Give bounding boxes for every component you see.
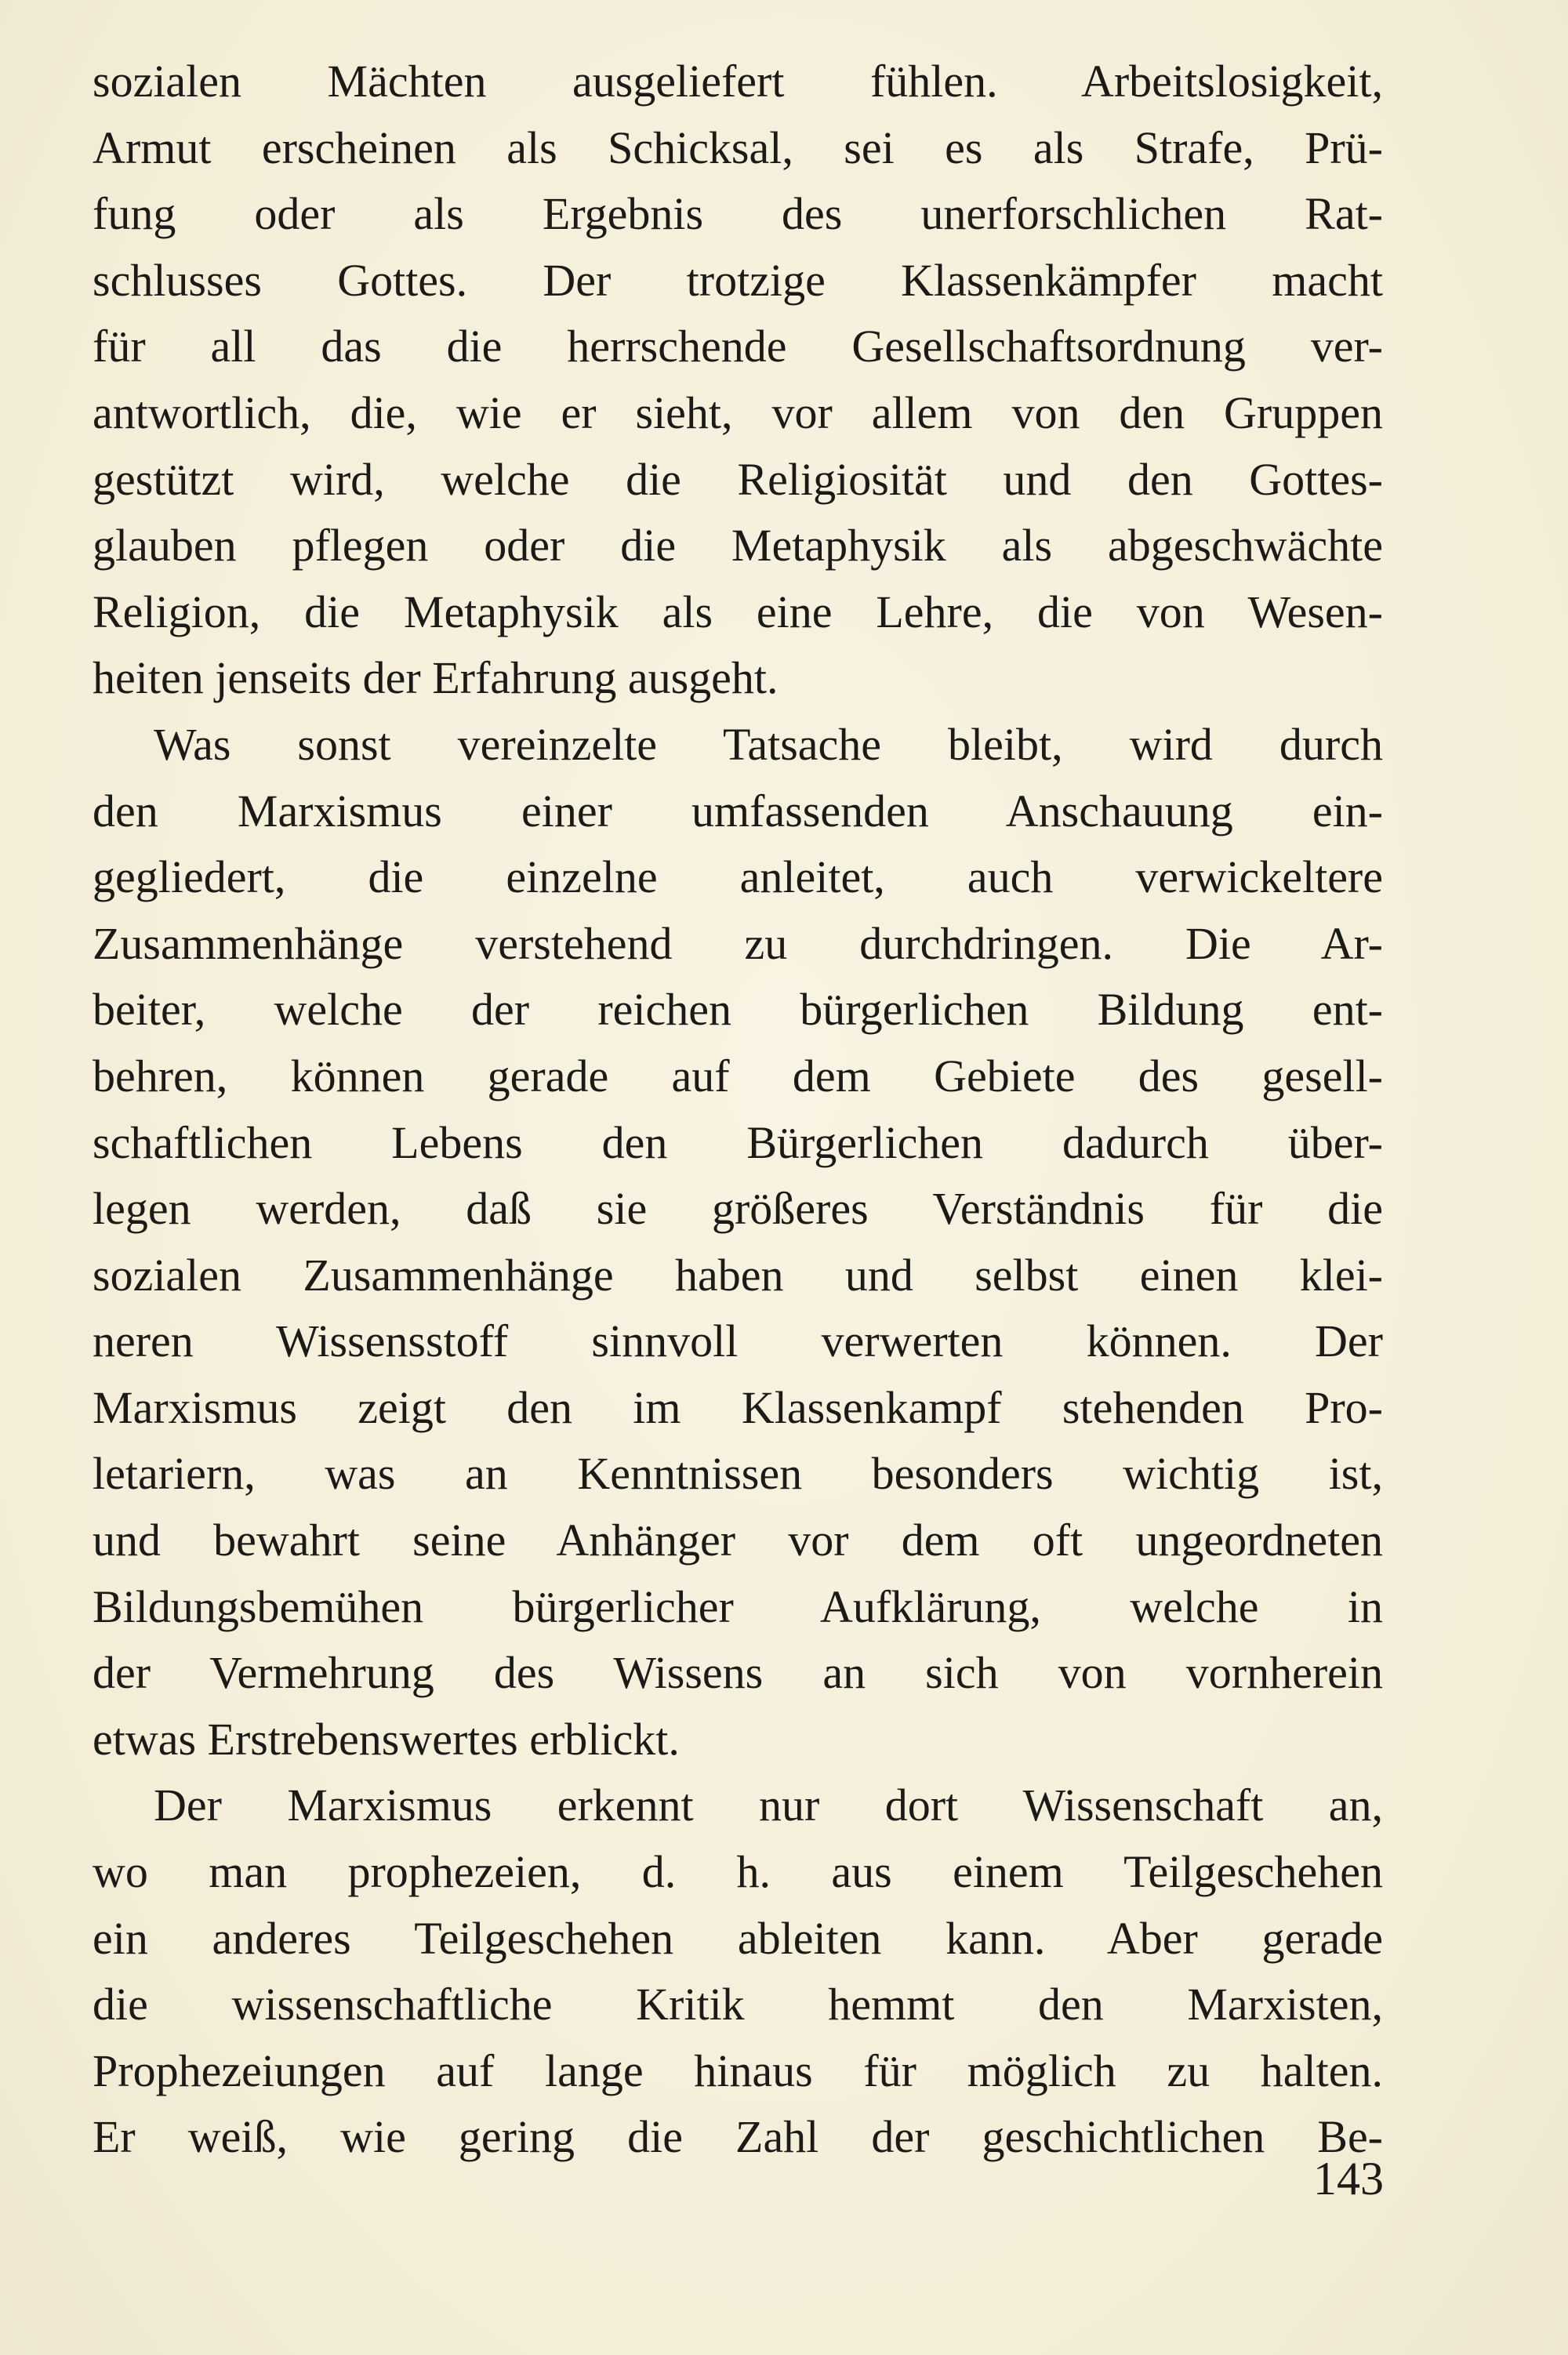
text-line: Was sonst vereinzelte Tatsache bleibt, wird durch (154, 718, 1383, 770)
page-number: 143 (1313, 2153, 1384, 2204)
text-line: schlusses Gottes. Der trotzige Klassenkämpfer macht (93, 254, 1383, 306)
text-line: wo man prophezeien, d. h. aus einem Teilgeschehen (93, 1846, 1383, 1898)
text-line: und bewahrt seine Anhänger vor dem oft ungeordneten (93, 1515, 1383, 1566)
text-line: beiter, welche der reichen bürgerlichen Bildung ent- (93, 984, 1383, 1036)
text-line: antwortlich, die, wie er sieht, vor allem von den Gruppen (93, 386, 1383, 438)
text-line: Er weiß, wie gering die Zahl der geschichtlichen Be- (93, 2111, 1383, 2163)
text-line: Prophezeiungen auf lange hinaus für möglich zu halten. (93, 2045, 1383, 2096)
text-line: Der Marxismus erkennt nur dort Wissenschaft an, (154, 1780, 1383, 1831)
text-line: schaftlichen Lebens den Bürgerlichen dadurch über- (93, 1116, 1383, 1168)
text-line: Bildungsbemühen bürgerlicher Aufklärung, welche in (93, 1580, 1383, 1632)
text-line: legen werden, daß sie größeres Verständnis für die (93, 1183, 1383, 1235)
text-line: gegliedert, die einzelne anleitet, auch verwickeltere (93, 851, 1383, 903)
text-line: etwas Erstrebenswertes erblickt. (93, 1713, 680, 1765)
text-line: Zusammenhänge verstehend zu durchdringen. Die Ar- (93, 917, 1383, 969)
text-line: Religion, die Metaphysik als eine Lehre, die von Wesen- (93, 586, 1383, 637)
text-line: gestützt wird, welche die Religiosität und den Gottes- (93, 453, 1383, 505)
body-text (93, 49, 1383, 2171)
text-line: neren Wissensstoff sinnvoll verwerten können. Der (93, 1315, 1383, 1367)
text-line: für all das die herrschende Gesellschaftsordnung ver- (93, 321, 1383, 372)
text-line: glauben pflegen oder die Metaphysik als abgeschwächte (93, 520, 1383, 572)
text-line: der Vermehrung des Wissens an sich von vornherein (93, 1647, 1383, 1699)
text-line: fung oder als Ergebnis des unerforschlichen Rat- (93, 188, 1383, 240)
text-line: sozialen Mächten ausgeliefert fühlen. Arbeitslosigkeit, (93, 56, 1383, 107)
text-line: Armut erscheinen als Schicksal, sei es als Strafe, Prü- (93, 122, 1383, 173)
text-line: behren, können gerade auf dem Gebiete des gesell- (93, 1050, 1383, 1101)
text-line: ein anderes Teilgeschehen ableiten kann. Aber gerade (93, 1912, 1383, 1964)
text-line: die wissenschaftliche Kritik hemmt den Marxisten, (93, 1979, 1383, 2030)
text-line: den Marxismus einer umfassenden Anschauung ein- (93, 785, 1383, 836)
text-line: letariern, was an Kenntnissen besonders wichtig ist, (93, 1448, 1383, 1500)
text-line: Marxismus zeigt den im Klassenkampf stehenden Pro- (93, 1381, 1383, 1433)
text-line: sozialen Zusammenhänge haben und selbst einen klei- (93, 1249, 1383, 1301)
text-line: heiten jenseits der Erfahrung ausgeht. (93, 652, 779, 704)
